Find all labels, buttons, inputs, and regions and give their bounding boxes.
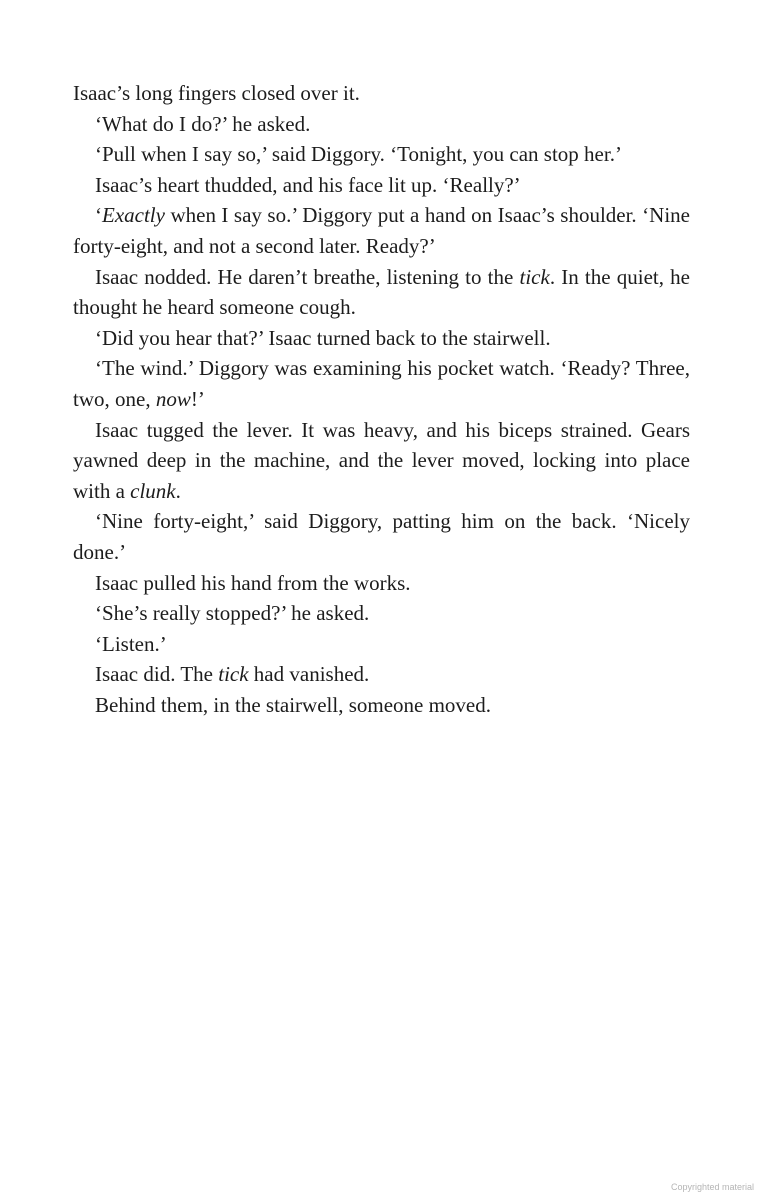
italic-text-segment: Exactly	[102, 203, 165, 228]
italic-text-segment: tick	[218, 662, 249, 687]
paragraph	[73, 690, 690, 721]
text-segment: .	[175, 478, 181, 503]
paragraph	[73, 109, 690, 140]
paragraph	[73, 139, 690, 170]
text-segment: Isaac nodded. He daren’t breathe, listening to the	[95, 264, 520, 289]
paragraph	[73, 568, 690, 599]
text-segment: Behind them, in the stairwell, someone moved.	[95, 692, 492, 717]
text-segment: Isaac’s heart thudded, and his face lit up. ‘Really?’	[95, 172, 521, 197]
text-segment: had vanished.	[248, 662, 370, 687]
italic-text-segment: clunk	[130, 478, 176, 503]
paragraph	[73, 659, 690, 690]
text-segment: Isaac tugged the lever. It was heavy, and his biceps strained. Gears yawned deep in the machine, and the lever moved, locking into place with a	[73, 417, 690, 503]
book-page-text	[73, 78, 690, 720]
italic-text-segment: now	[155, 386, 191, 411]
paragraph	[73, 598, 690, 629]
text-segment: ‘	[95, 203, 102, 228]
text-segment: Isaac pulled his hand from the works.	[95, 570, 411, 595]
paragraph	[73, 262, 690, 323]
paragraph	[73, 78, 690, 109]
italic-text-segment: tick	[519, 264, 550, 289]
text-segment: ‘Pull when I say so,’ said Diggory. ‘Tonight, you can stop her.’	[95, 142, 622, 167]
text-segment: ‘Did you hear that?’ Isaac turned back to the stairwell.	[95, 325, 551, 350]
text-segment: !’	[190, 386, 205, 411]
text-segment: . In the quiet, he thought he heard someone cough.	[73, 264, 690, 320]
paragraph	[73, 506, 690, 567]
paragraph	[73, 415, 690, 507]
text-segment: when I say so.’ Diggory put a hand on Isaac’s shoulder. ‘Nine forty-eight, and not a second later. Ready?’	[73, 203, 690, 258]
text-segment: ‘Listen.’	[95, 631, 167, 656]
text-segment: Isaac did. The	[95, 662, 219, 687]
copyright-notice: Copyrighted material	[670, 1182, 754, 1192]
text-segment: ‘Nine forty-eight,’ said Diggory, patting him on the back. ‘Nicely done.’	[73, 509, 690, 564]
text-segment: Isaac’s long fingers closed over it.	[73, 81, 360, 105]
paragraph	[73, 323, 690, 354]
paragraph	[73, 200, 690, 261]
text-segment: ‘What do I do?’ he asked.	[95, 111, 311, 136]
paragraph	[73, 629, 690, 660]
text-segment: ‘The wind.’ Diggory was examining his pocket watch. ‘Ready? Three, two, one,	[73, 356, 690, 411]
text-segment: ‘She’s really stopped?’ he asked.	[95, 601, 370, 626]
paragraph	[73, 170, 690, 201]
paragraph	[73, 353, 690, 414]
